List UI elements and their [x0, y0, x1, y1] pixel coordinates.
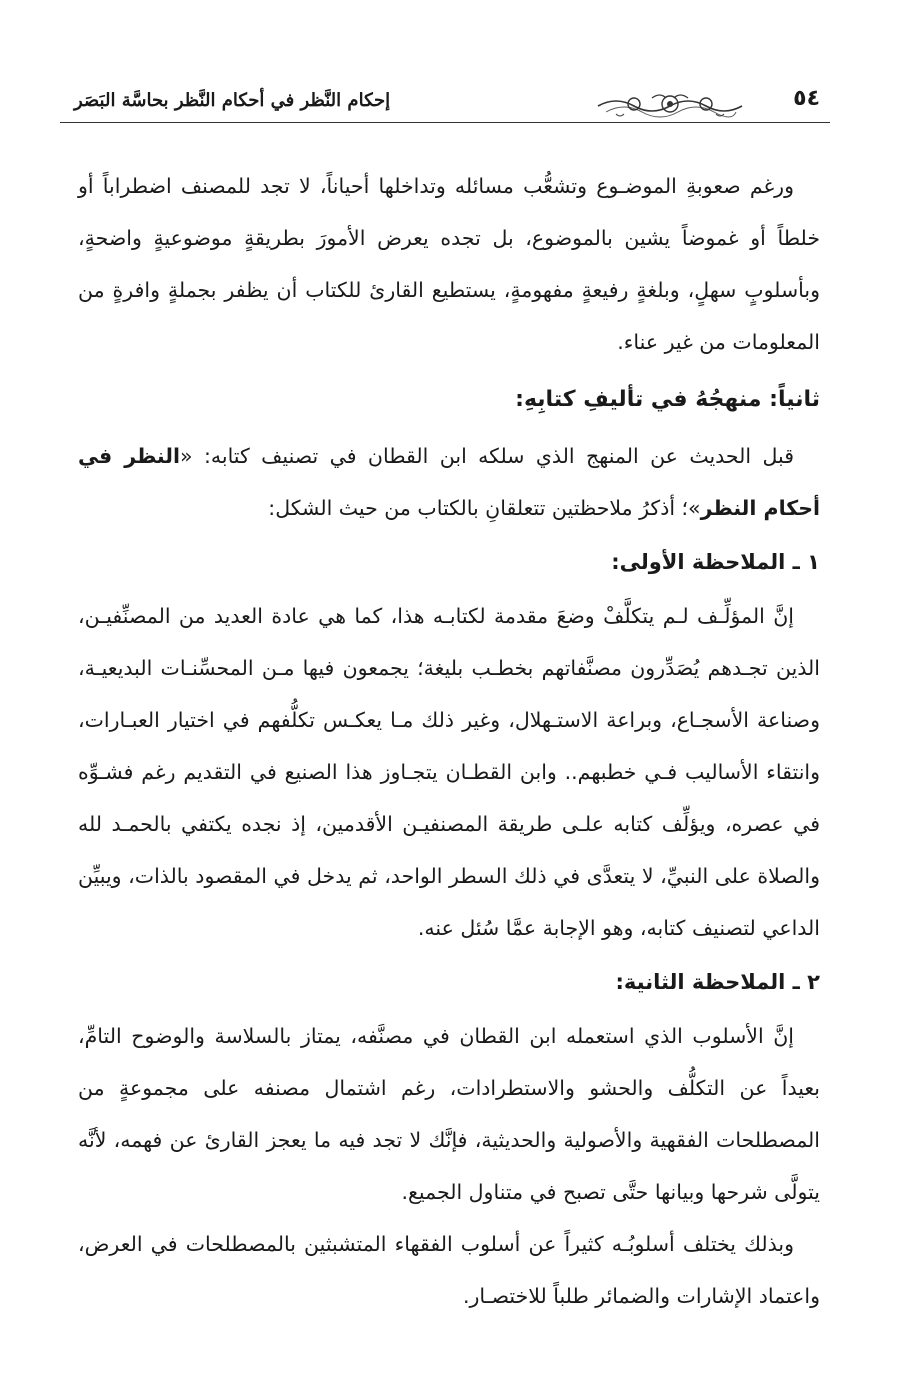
page-number: ٥٤	[793, 86, 820, 111]
paragraph-method	[78, 430, 820, 534]
book-title-term: النظر في أحكام النظر	[78, 444, 820, 520]
paragraph-intro: ورغم صعوبةِ الموضـوع وتشعُّب مسائله وتداخلها أحياناً، لا تجد للمصنف اضطراباً أو خلطاً أو غموضاً يشين بالموضوع، بل تجده يعرض الأمورَ بطريقةٍ موضوعيةٍ واضحةٍ، وبأسلوبٍ سهلٍ، وبلغةٍ رفيعةٍ مفهومةٍ، يستطيع القارئ للكتاب أن يظفر بجملةٍ وافرةٍ من المعلومات من غير عناء.	[78, 174, 820, 354]
method-text-end: »؛ أذكرُ ملاحظتين تتعلقانِ بالكتاب من حيث الشكل:	[268, 496, 701, 520]
note-2-heading: ٢ ـ الملاحظة الثانية:	[615, 970, 820, 994]
running-title: إحكام النَّظر في أحكام النَّظر بحاسَّة البَصَر	[74, 90, 391, 111]
header-divider	[60, 122, 830, 123]
method-text-start: قبل الحديث عن المنهج الذي سلكه ابن القطان في تصنيف كتابه: «	[180, 444, 795, 468]
note-1-heading: ١ ـ الملاحظة الأولى:	[611, 550, 820, 574]
paragraph-closing: وبذلك يختلف أسلوبُـه كثيراً عن أسلوب الفقهاء المتشبثين بالمصطلحات في العرض، واعتماد الإشارات والضمائر طلباً للاختصـار.	[78, 1232, 820, 1308]
ornament-icon	[596, 90, 746, 120]
note-1-text: إنَّ المؤلِّـف لـم يتكلَّفْ وضعَ مقدمة لكتابـه هذا، كما هي عادة العديد من المصنِّفيـن، الذين تجـدهم يُصَدِّرون مصنَّفاتهم بخطـب بليغة؛ يجمعون فيها مـن المحسِّنـات البديعيـة، وصناعة الأسجـاع، وبراعة الاستـهلال، وغير ذلك مـا يعكـس تكلُّفهم في اختيار العبـارات، وانتقاء الأساليب فـي خطبهم.. وابن القطـان يتجـاوز هذا الصنيع في التقديم رغم فشـوِّه في عصره، ويؤلِّف كتابه علـى طريقة المصنفيـن الأقدمين، إذ نجده يكتفي بالحمـد لله والصلاة على النبيِّ، لا يتعدَّى في ذلك السطر الواحد، ثم يدخل في المقصود بالذات، ويبيِّن الداعي لتصنيف كتابه، وهو الإجابة عمَّا سُئل عنه.	[78, 604, 820, 940]
page-body	[78, 160, 820, 1322]
note-2-text: إنَّ الأسلوب الذي استعمله ابن القطان في مصنَّفه، يمتاز بالسلاسة والوضوح التامِّ، بعيداً عن التكلُّف والحشو والاستطرادات، رغم اشتمال مصنفه على مجموعةٍ من المصطلحات الفقهية والأصولية والحديثية، فإنَّك لا تجد فيه ما يعجز القارئ عن فهمه، لأنَّه يتولَّى شرحها وبيانها حتَّى تصبح في متناول الجميع.	[78, 1024, 820, 1204]
page-header	[60, 72, 830, 122]
section-heading: ثانياً: منهجُهُ في تأليفِ كتابِهِ:	[515, 387, 820, 412]
